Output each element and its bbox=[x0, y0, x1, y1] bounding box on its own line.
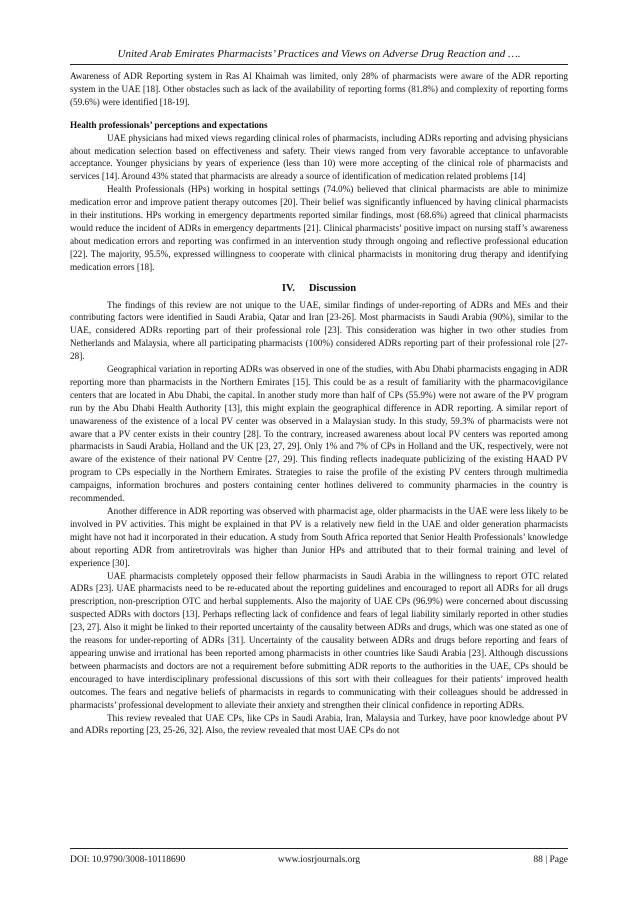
paragraph-age: Another difference in ADR reporting was observed with pharmacist age, older pharmacists in the UAE were less likely to be involved in PV activities. This might be explained in that PV is a relatively new field in the UAE and older generation pharmacists might have not had it incorporated in their education. A study from South Africa reported that Senior Health Professionals’ knowledge about reporting ADR from antiretrovirals was higher than Junior HPs and attributed that to their formal training and level of experience [30]. bbox=[70, 506, 568, 568]
subheading-perceptions: Health professionals’ perceptions and expectations bbox=[70, 119, 268, 130]
section-title: Discussion bbox=[308, 282, 357, 294]
paragraph-otc: UAE pharmacists completely opposed their fellow pharmacists in Saudi Arabia in the willingness to report OTC related ADRs [23]. UAE pharmacists need to be re-educated about the reporting guidelines and encouraged to report all ADRs for all drugs prescription, non-prescription OTC and herbal supplements. Also the majority of UAE CPs (96.9%) were concerned about discussing suspected ADRs with doctors [13]. Perhaps reflecting lack of confidence and fears of legal liability similarly reported in other studies [23, 27]. Also it might be linked to their reported uncertainty of the causality between ADRs and drugs, which was one stated as one of the reasons for under-reporting of ADRs [31]. Uncertainty of the causality between ADRs and drugs before reporting and fears of appearing unwise and irrational has been reported among pharmacists in other countries like Saudi Arabia [23]. Although discussions between pharmacists and doctors are not a requirement before submitting ADR reports to the authorities in the UAE, CPs should be encouraged to have interdisciplinary professional discussions of this sort with their colleagues for their patients’ improved health outcomes. The fears and negative beliefs of pharmacists in regards to communicating with their colleagues should be addressed in pharmacists’ professional development to alleviate their anxiety and strengthen their clinical confidence in reporting ADRs. bbox=[70, 570, 568, 710]
paragraph-health-professionals: Health Professionals (HPs) working in hospital settings (74.0%) believed that clinical pharmacists are able to minimize medication error and improve patient therapy outcomes [20]. Their belief was significantly influenced by having clinical pharmacists in their institutions. HPs working in emergency departments reported similar findings, most (68.6%) agreed that clinical pharmacists would reduce the incident of ADRs in emergency departments [21]. Clinical pharmacists’ positive impact on nursing staff’s awareness about medication errors and reporting was confirmed in an intervention study through ongoing and reflective professional education [22]. The majority, 95.5%, expressed willingness to cooperate with clinical pharmacists in monitoring drug therapy and identifying medication errors [18]. bbox=[70, 184, 568, 272]
paragraph-ras-al-khaimah: Awareness of ADR Reporting system in Ras Al Khaimah was limited, only 28% of pharmacists were aware of the ADR reporting system in the UAE [18]. Other obstacles such as lack of the availability of reporting forms (81.8%) and complexity of reporting forms (59.6%) were identified [18-19]. bbox=[70, 71, 568, 107]
section-heading bbox=[70, 283, 568, 296]
journal-website-link[interactable]: www.iosrjournals.org bbox=[277, 855, 361, 865]
page-number: 88 | Page bbox=[533, 855, 568, 865]
footer-rule bbox=[70, 848, 568, 849]
doi-text: DOI: 10.9790/3008-10118690 bbox=[70, 855, 186, 865]
paragraph-geographical: Geographical variation in reporting ADRs was observed in one of the studies, with Abu Dhabi pharmacists engaging in ADR reporting more than pharmacists in the Northern Emirates [15]. This could be as a result of familiarity with the pharmacovigilance centers that are located in Abu Dhabi, the capital. In another study more than half of CPs (55.9%) were not aware of the PV program run by the Abu Dhabi Health Authority [13], this might explain the geographical difference in ADR reporting. A similar report of unawareness of the existence of a local PV center was observed in a Malaysian study. In this study, 59.3% of pharmacists were not aware that a PV center exists in their country [28]. To the contrary, increased awareness about local PV centers was reported among pharmacists in Saudi Arabia, Holland and the UK [23, 27, 29]. Only 1% and 7% of CPs in Holland and the UK, respectively, were not aware of the existence of their national PV Centre [27, 29]. This finding reflects inadequate publicizing of the existing HAAD PV program to CPs especially in the Northern Emirates. Strategies to raise the profile of the existing PV centers through multimedia campaigns, information brochures and posters containing center hotlines delivered to community pharmacies in the country is recommended. bbox=[70, 364, 568, 504]
paragraph-findings: The findings of this review are not unique to the UAE, similar findings of under-reporting of ADRs and MEs and their contributing factors were identified in Saudi Arabia, Qatar and Iran [23-26]. Most pharmacists in Saudi Arabia (90%), similar to the UAE, considered ADRs reporting part of their professional role [23]. This consideration was higher in two other studies from Netherlands and Malaysia, where all participating pharmacists (100%) considered ADRs reporting part of their professional role [27-28]. bbox=[70, 299, 568, 362]
running-head: United Arab Emirates Pharmacists’ Practices and Views on Adverse Drug Reaction and …. bbox=[117, 48, 521, 60]
paragraph-physicians: UAE physicians had mixed views regarding clinical roles of pharmacists, including ADRs reporting and advising physicians about medication selection based on effectiveness and safety. Their views ranged from very favorable acceptance to unfavorable acceptance. Younger physicians by years of experience (less than 10) were more accepting of the clinical role of pharmacists and services [14]. Around 43% stated that pharmacists are already a source of identification of medication related problems [14] bbox=[70, 132, 568, 182]
paragraph-knowledge: This review revealed that UAE CPs, like CPs in Saudi Arabia, Iran, Malaysia and Turkey, have poor knowledge about PV and ADRs reporting [23, 25-26, 32]. Also, the review revealed that most UAE CPs do not bbox=[70, 712, 568, 736]
header-rule bbox=[70, 64, 568, 65]
article-body bbox=[70, 70, 568, 737]
section-number: IV. bbox=[281, 282, 295, 294]
